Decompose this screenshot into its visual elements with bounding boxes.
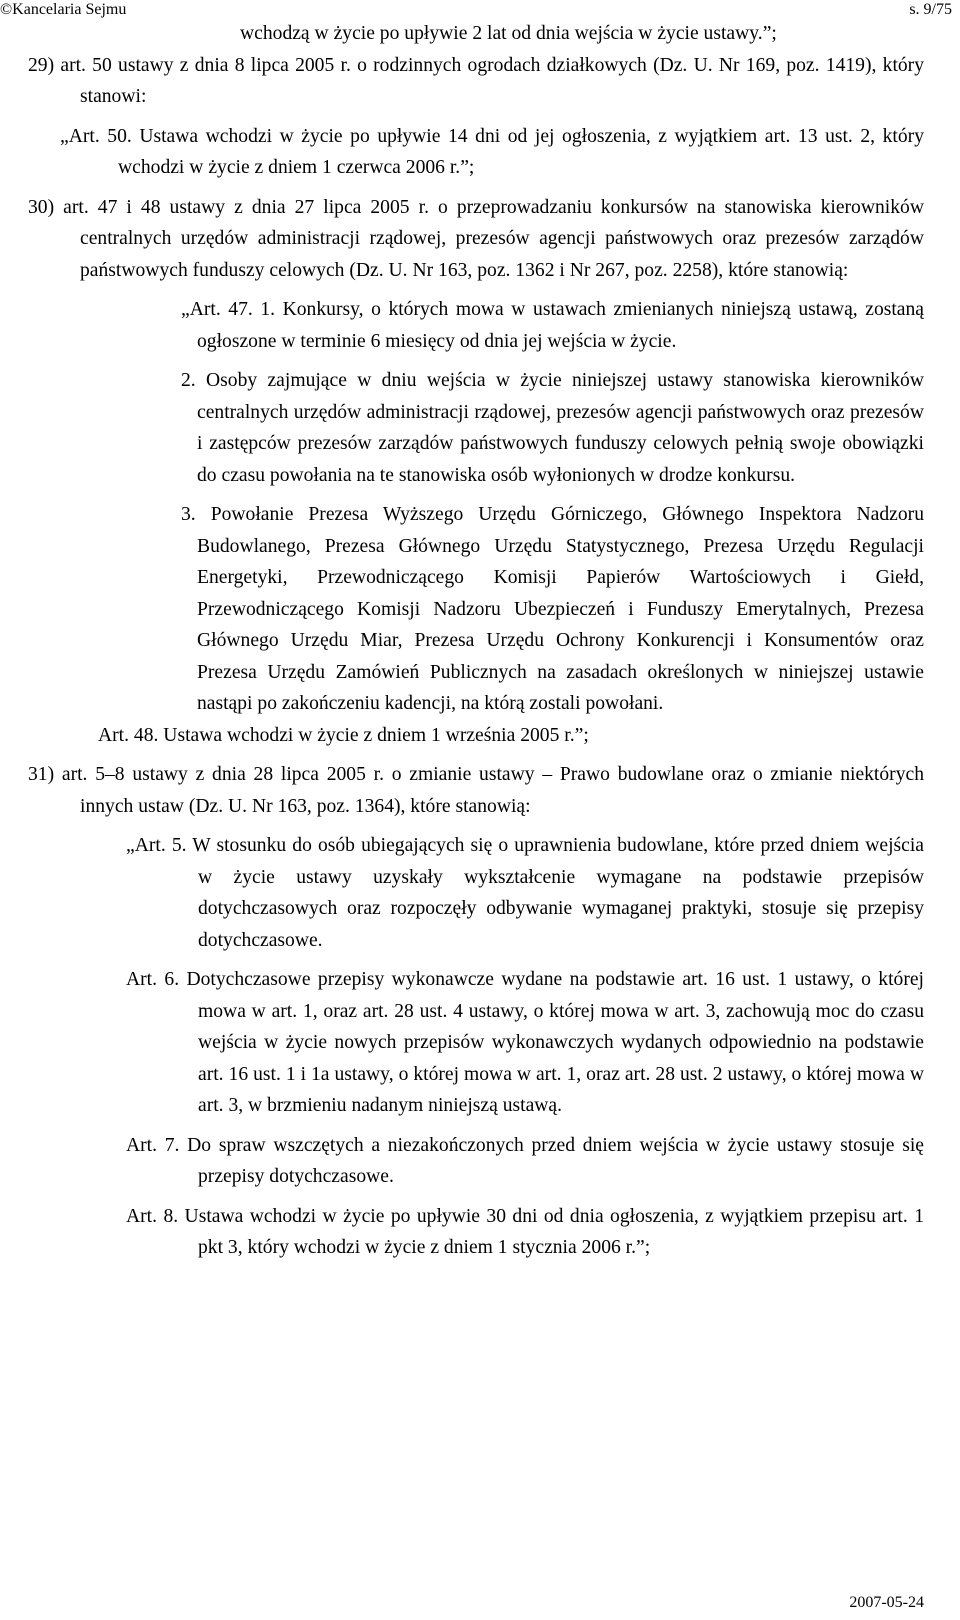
header-source: ©Kancelaria Sejmu [0,1,127,18]
item-30: 30) art. 47 i 48 ustawy z dnia 27 lipca 2005 r. o przeprowadzaniu konkursów na stanowiska kierowników centralnych urzędów administracji rządowej, prezesów agencji państwowych oraz prezesów zarządów państwowych funduszy celowych (Dz. U. Nr 163, poz. 1362 i Nr 267, poz. 2258), które stanowią: [28,196,924,281]
item-31-art-8: Art. 8. Ustawa wchodzi w życie po upływie 30 dni od dnia ogłoszenia, z wyjątkiem przepisu art. 1 pkt 3, który wchodzi w życie z dniem 1 stycznia 2006 r.”; [126,1205,924,1258]
item-31-art-7: Art. 7. Do spraw wszczętych a niezakończonych przed dniem wejścia w życie ustawy stosuje się przepisy dotychczasowe. [126,1134,924,1187]
item-30-art-47-ust-1: „Art. 47. 1. Konkursy, o których mowa w ustawach zmienianych niniejszą ustawą, zostaną ogłoszone w terminie 6 miesięcy od dnia jej wejścia w życie. [181,299,924,352]
item-29-art-50: „Art. 50. Ustawa wchodzi w życie po upływie 14 dni od jej ogłoszenia, z wyjątkiem art. 13 ust. 2, który wchodzi w życie z dniem 1 czerwca 2006 r.”; [60,125,924,178]
item-31-art-6: Art. 6. Dotychczasowe przepisy wykonawcze wydane na podstawie art. 16 ust. 1 ustawy, o której mowa w art. 1, oraz art. 28 ust. 4 ustawy, o której mowa w art. 3, zachowują moc do czasu wejścia w życie nowych przepisów wykonawczych wydanych odpowiednio na podstawie art. 16 ust. 1 i 1a ustawy, o której mowa w art. 1, oraz art. 28 ust. 2 ustawy, o której mowa w art. 3, w brzmieniu nadanym niniejszą ustawą. [126,969,924,1116]
footer-date: 2007-05-24 [849,1594,924,1611]
item-30-art-47-ust-2: 2. Osoby zajmujące w dniu wejścia w życie niniejszej ustawy stanowiska kierowników centralnych urzędów administracji rządowej, prezesów agencji państwowych oraz prezesów i zastępców prezesów zarządów państwowych funduszy celowych pełnią swoje obowiązki do czasu powołania na te stanowiska osób wyłonionych w drodze konkursu. [181,370,924,486]
item-29: 29) art. 50 ustawy z dnia 8 lipca 2005 r. o rodzinnych ogrodach działkowych (Dz. U. Nr 169, poz. 1419), który stanowi: [28,54,924,107]
document-body [28,18,924,1264]
header-page-number: s. 9/75 [909,1,952,18]
item-31: 31) art. 5–8 ustawy z dnia 28 lipca 2005 r. o zmianie ustawy – Prawo budowlane oraz o zmianie niektórych innych ustaw (Dz. U. Nr 163, poz. 1364), które stanowią: [28,764,924,817]
item-30-art-47-ust-3: 3. Powołanie Prezesa Wyższego Urzędu Górniczego, Głównego Inspektora Nadzoru Budowlanego, Prezesa Głównego Urzędu Statystycznego, Prezesa Urzędu Regulacji Energetyki, Przewodniczącego Komisji Papierów Wartościowych i Giełd, Przewodniczącego Komisji Nadzoru Ubezpieczeń i Funduszy Emerytalnych, Prezesa Głównego Urzędu Miar, Prezesa Urzędu Ochrony Konkurencji i Konsumentów oraz Prezesa Urzędu Zamówień Publicznych na zasadach określonych w niniejszej ustawie nastąpi po zakończeniu kadencji, na którą zostali powołani. [181,504,924,714]
item-31-art-5: „Art. 5. W stosunku do osób ubiegających się o uprawnienia budowlane, które przed dniem wejścia w życie ustawy uzyskały wykształcenie wymagane na podstawie przepisów dotychczasowych oraz rozpoczęły odbywanie wymaganej praktyki, stosuje się przepisy dotychczasowe. [126,835,924,951]
item-30-art-48: Art. 48. Ustawa wchodzi w życie z dniem 1 września 2005 r.”; [98,724,589,746]
continuation-paragraph: wchodzą w życie po upływie 2 lat od dnia wejścia w życie ustawy.”; [240,23,777,44]
